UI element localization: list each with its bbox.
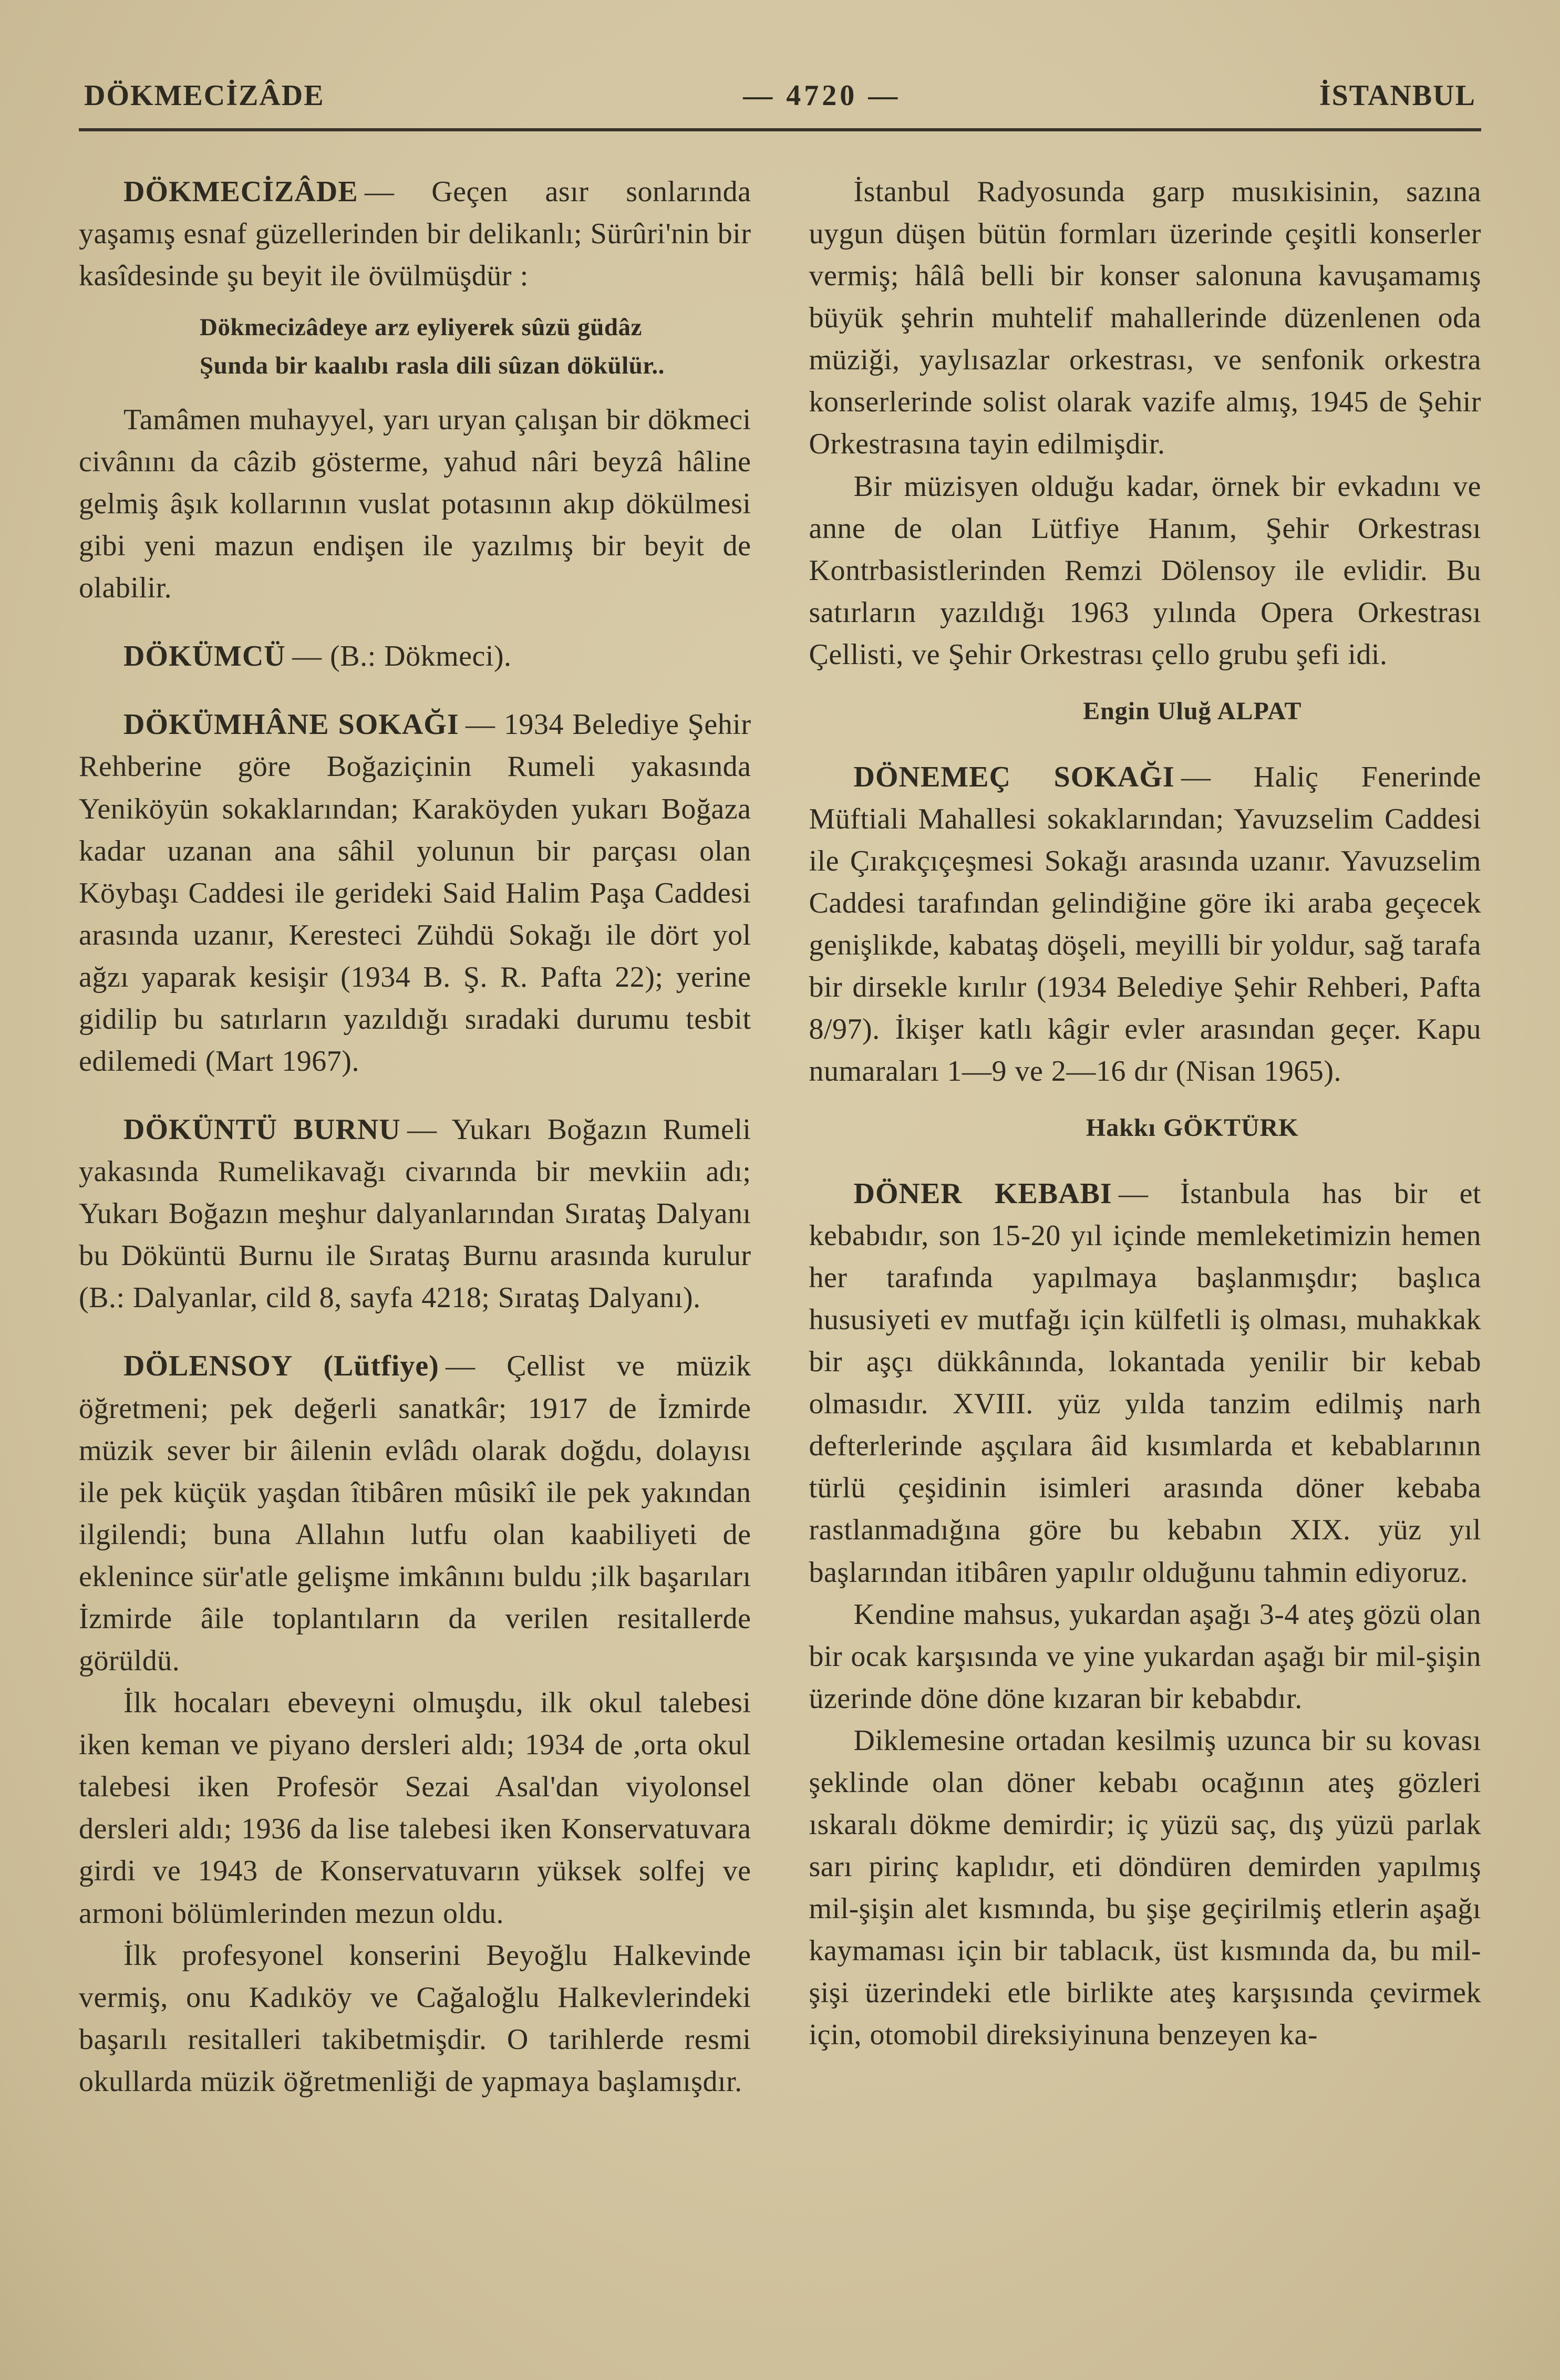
text-columns — [79, 171, 1481, 2103]
entry-title: DÖKMECİZÂDE — [123, 175, 358, 208]
entry-paragraph — [79, 635, 751, 677]
entry-paragraph — [79, 1345, 751, 1682]
paragraph: İlk profesyonel konserini Beyoğlu Halkevinde vermiş, onu Kadıköy ve Cağaloğlu Halkevlerindeki başarılı resitalleri takibetmişdir. O tarihlerde resmi okullarda müzik öğretmenliği de yapmaya başlamışdır. — [79, 1939, 751, 2098]
entry-paragraph — [79, 1109, 751, 1319]
entry-title: DÖNER KEBABI — [853, 1177, 1112, 1210]
entry-text: — İstanbula has bir et kebabıdır, son 15-20 yıl içinde memleketimizin hemen her tarafında yapılmaya başlanmışdır; başlıca hususiyeti ev mutfağı için külfetli iş olması, muhakkak bir aşçı dükkânında, lokantada yenilir bir kebab olmasıdır. XVIII. yüz yılda tanzim edilmiş narh defterlerinde aşçılara âid kısımlarda et kebablarının türlü çeşidinin isimleri arasında döner kebaba rastlanmadığına göre bu kebabın XIX. yüz yıl başlarından itibâren yapılır olduğunu tahmin ediyoruz. — [809, 1177, 1481, 1589]
entry-paragraph — [809, 756, 1482, 1093]
entry-text: — 1934 Belediye Şehir Rehberine göre Boğaziçinin Rumeli yakasında Yeniköyün sokaklarından; Karaköyden yukarı Boğaza kadar uzanan ana sâhil yolunun bir parçası olan Köybaşı Caddesi ile gerideki Said Halim Paşa Caddesi arasında uzanır, Keresteci Zühdü Sokağı ile dört yol ağzı yaparak kesişir (1934 B. Ş. R. Pafta 22); yerine gidilip bu satırların yazıldığı sıradaki durumu tesbit edilemedi (Mart 1967). — [79, 708, 751, 1078]
paragraph: Tamâmen muhayyel, yarı uryan çalışan bir dökmeci civânını da câzib gösterme, yahud nâri beyzâ hâline gelmiş âşık kollarının vuslat potasının akıp dökülmesi gibi yeni mazun endişen ile yazılmış bir beyit de olabilir. — [79, 403, 751, 605]
right-column — [809, 171, 1482, 2103]
entry-paragraph — [79, 703, 751, 1082]
entry-text: — Çellist ve müzik öğretmeni; pek değerli sanatkâr; 1917 de İzmirde müzik sever bir âilenin evlâdı olarak doğdu, dolayısı ile pek küçük yaşdan îtibâren mûsikî ile pek yakından ilgilendi; buna Allahın lutfu olan kaabiliyeti de eklenince sür'atle gelişme imkânını buldu ;ilk başarıları İzmirde âile toplantıların da verilen resitallerde görüldü. — [79, 1350, 751, 1678]
entry-paragraph — [79, 171, 751, 297]
page-number: — 4720 — — [743, 79, 901, 112]
entry-title: DÖKÜNTÜ BURNU — [123, 1113, 401, 1146]
entry-text: — (B.: Dökmeci). — [292, 640, 512, 673]
left-column — [79, 171, 751, 2103]
page-header — [79, 79, 1481, 131]
paragraph: İlk hocaları ebeveyni olmuşdu, ilk okul talebesi iken keman ve piyano dersleri aldı; 1934 de ,orta okul talebesi iken Profesör Sezai Asal'dan viyolonsel dersleri aldı; 1936 da lise talebesi iken Konservatuvara girdi ve 1943 de Konservatuvarın yüksek solfej ve armoni bölümlerinden mezun oldu. — [79, 1686, 751, 1930]
entry-text: — Geçen asır sonlarında yaşamış esnaf güzellerinden bir delikanlı; Sürûri'nin bir kasîdesinde şu beyit ile övülmüşdür : — [79, 175, 751, 293]
header-entry-word: DÖKMECİZÂDE — [84, 79, 325, 112]
entry-text: — Yukarı Boğazın Rumeli yakasında Rumelikavağı civarında bir mevkiin adı; Yukarı Boğazın meşhur dalyanlarından Sırataş Dalyanı bu Döküntü Burnu ile Sırataş Burnu arasında kurulur (B.: Dalyanlar, cild 8, sayfa 4218; Sırataş Dalyanı). — [79, 1113, 751, 1315]
verse-line: Dökmecizâdeye arz eyliyerek sûzü güdâz — [200, 314, 642, 342]
author-signature: Hakkı GÖKTÜRK — [1086, 1114, 1299, 1142]
entry-title: DÖNEMEÇ SOKAĞI — [853, 760, 1175, 793]
paragraph: Bir müzisyen olduğu kadar, örnek bir evkadını ve anne de olan Lütfiye Hanım, Şehir Orkestrası Kontrbasistlerinden Remzi Dölensoy ile evlidir. Bu satırların yazıldığı 1963 yılında Opera Orkestrası Çellisti, ve Şehir Orkestrası çello grubu şefi idi. — [809, 470, 1481, 671]
verse-line: Şunda bir kaalıbı rasla dili sûzan dökülür.. — [200, 352, 665, 380]
entry-title: DÖKÜMHÂNE SOKAĞI — [123, 708, 459, 741]
header-section-title: İSTANBUL — [1319, 79, 1476, 112]
entry-paragraph — [809, 1173, 1482, 1593]
entry-text: — Haliç Fenerinde Müftiali Mahallesi sokaklarından; Yavuzselim Caddesi ile Çırakçıçeşmesi Sokağı arasında uzanır. Yavuzselim Caddesi tarafından gelindiğine göre iki araba geçecek genişlikde, kabataş döşeli, meyilli bir yoldur, sağ tarafa bir dirsekle kırılır (1934 Belediye Şehir Rehberi, Pafta 8/97). İkişer katlı kâgir evler arasından geçer. Kapu numaraları 1—9 ve 2—16 dır (Nisan 1965). — [809, 760, 1482, 1088]
paragraph: Kendine mahsus, yukardan aşağı 3-4 ateş gözü olan bir ocak karşısında ve yine yukardan aşağı bir mil-şişin üzerinde döne döne kızaran bir kebabdır. — [809, 1598, 1481, 1715]
paragraph: Diklemesine ortadan kesilmiş uzunca bir su kovası şeklinde olan döner kebabı ocağının ateş gözleri ıskaralı dökme demirdir; iç yüzü saç, dış yüzü parlak sarı pirinç kaplıdır, eti döndüren demirden yapılmış mil-şişin alet kısmında, bu şişe geçirilmiş etlerin aşağı kaymaması için bir tablacık, üst kısmında da, bu mil-şişi üzerindeki etle birlikte ateş karşısında çevirmek için, otomobil direksiyinuna benzeyen ka- — [809, 1724, 1481, 2052]
author-signature: Engin Uluğ ALPAT — [1083, 697, 1302, 725]
paragraph: İstanbul Radyosunda garp musıkisinin, sazına uygun düşen bütün formları üzerinde çeşitli konserler vermiş; hâlâ belli bir konser salonuna kavuşamamış büyük şehrin muhtelif mahallerinde düzenlenen oda müziği, yaylısazlar orkestrası, ve senfonik orkestra konserlerinde solist olarak vazife almış, 1945 de Şehir Orkestrasına tayin edilmişdir. — [809, 175, 1481, 461]
verse-couplet — [200, 308, 751, 385]
entry-title: DÖLENSOY (Lütfiye) — [123, 1350, 439, 1383]
entry-title: DÖKÜMCÜ — [123, 640, 286, 673]
